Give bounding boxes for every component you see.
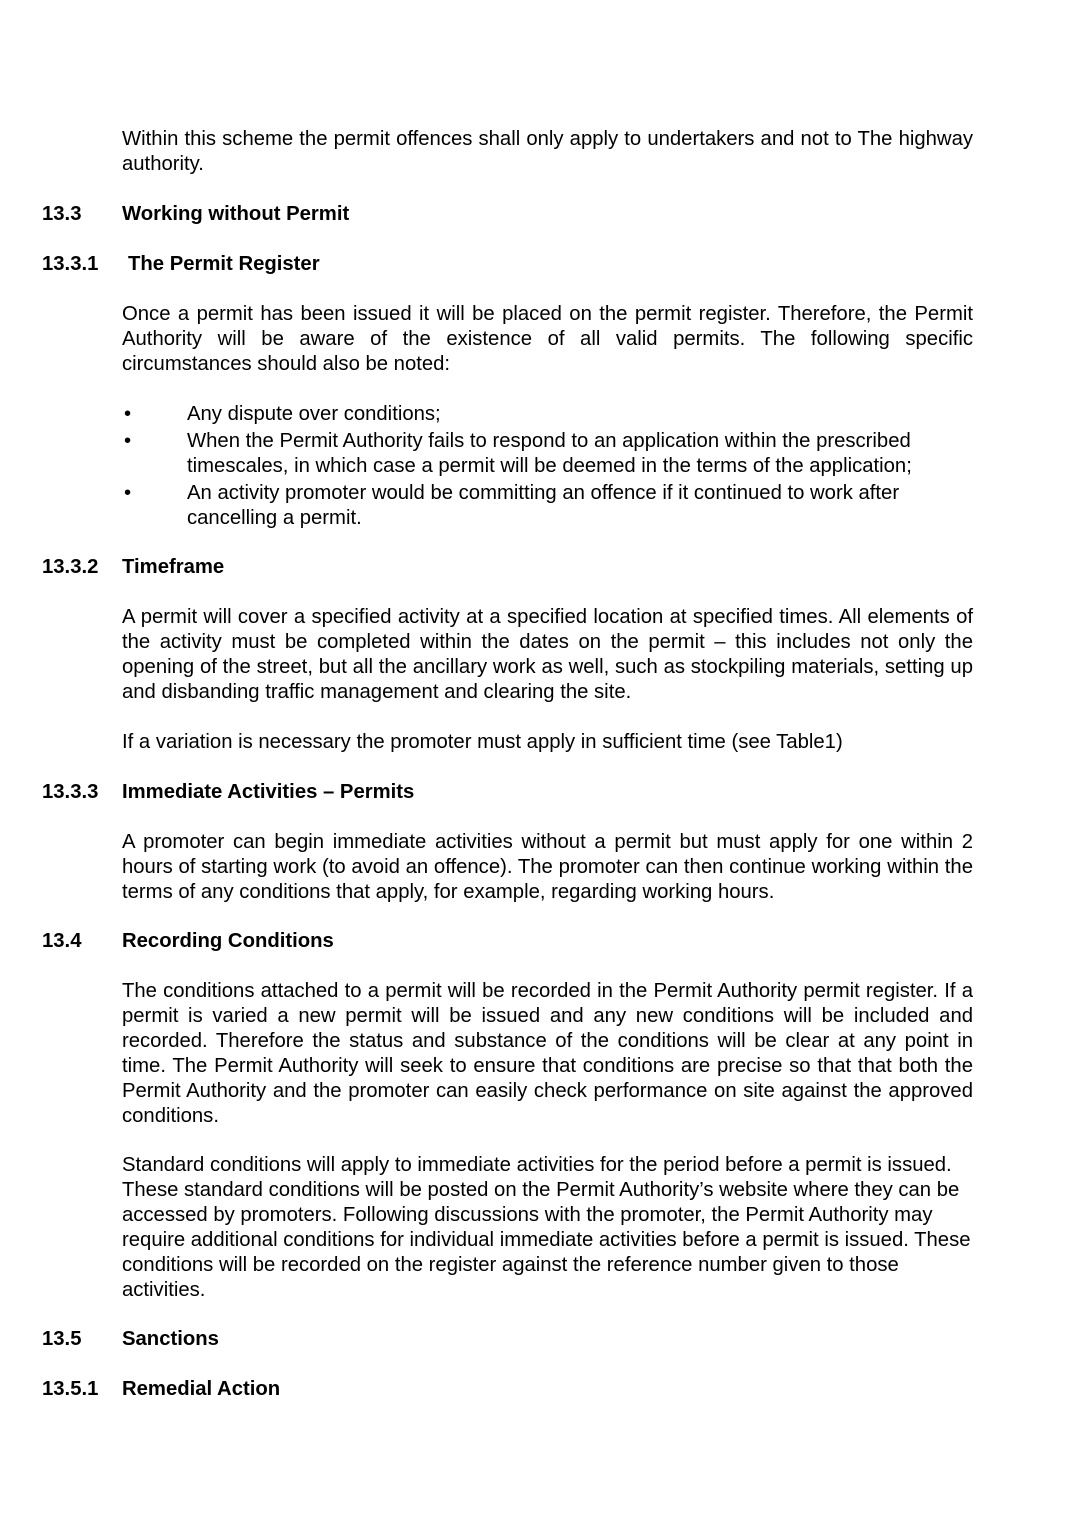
- heading-13-4: [42, 929, 334, 954]
- list-item: [122, 402, 973, 427]
- section-title: Immediate Activities – Permits: [122, 781, 415, 803]
- bullet-icon: •: [124, 403, 132, 425]
- section-number: 13.3.3: [42, 781, 99, 803]
- section-number: 13.3.1: [42, 253, 99, 275]
- heading-13-3-1: [42, 252, 320, 277]
- section-title: The Permit Register: [128, 253, 320, 275]
- permit-register-bullet-list: [122, 402, 973, 533]
- section-title: Recording Conditions: [122, 930, 334, 952]
- intro-paragraph: Within this scheme the permit offences shall only apply to undertakers and not to The highway authority.: [122, 128, 973, 175]
- bullet-icon: •: [124, 430, 132, 452]
- recording-conditions-paragraph: The conditions attached to a permit will be recorded in the Permit Authority permit register. If a permit is varied a new permit will be issued and any new conditions will be included and recorded. Therefore the status and substance of the conditions will be clear at any point in time. The Permit Authority will seek to ensure that conditions are precise so that that both the Permit Authority and the promoter can easily check performance on site against the approved conditions.: [122, 980, 973, 1127]
- standard-conditions-paragraph: Standard conditions will apply to immediate activities for the period before a permit is issued. These standard conditions will be posted on the Permit Authority’s website where they can be accessed by promoters. Following discussions with the promoter, the Permit Authority may require additional conditions for individual immediate activities before a permit is issued. These conditions will be recorded on the register against the reference number given to those activities.: [122, 1154, 971, 1301]
- section-title: Timeframe: [122, 556, 225, 578]
- heading-13-5-1: [42, 1377, 280, 1402]
- list-item: [122, 429, 973, 479]
- list-item-text: An activity promoter would be committing an offence if it continued to work after cancelling a permit.: [187, 482, 900, 529]
- permit-register-paragraph: Once a permit has been issued it will be placed on the permit register. Therefore, the Permit Authority will be aware of the existence of all valid permits. The following specific circumstances should also be noted:: [122, 303, 973, 375]
- immediate-activities-paragraph: A promoter can begin immediate activities without a permit but must apply for one within 2 hours of starting work (to avoid an offence). The promoter can then continue working within the terms of any conditions that apply, for example, regarding working hours.: [122, 831, 973, 903]
- heading-13-3: [42, 202, 349, 227]
- section-title: Sanctions: [122, 1328, 219, 1350]
- heading-13-3-3: [42, 780, 414, 805]
- heading-13-3-2: [42, 555, 224, 580]
- section-title: Remedial Action: [122, 1378, 281, 1400]
- section-number: 13.4: [42, 930, 82, 952]
- list-item-text: When the Permit Authority fails to respond to an application within the prescribed timescales, in which case a permit will be deemed in the terms of the application;: [187, 430, 912, 477]
- section-number: 13.5: [42, 1328, 82, 1350]
- timeframe-paragraph: A permit will cover a specified activity at a specified location at specified times. All elements of the activity must be completed within the dates on the permit – this includes not only the opening of the street, but all the ancillary work as well, such as stockpiling materials, setting up and disbanding traffic management and clearing the site.: [122, 606, 973, 703]
- variation-paragraph: If a variation is necessary the promoter must apply in sufficient time (see Table1): [122, 731, 843, 753]
- list-item-text: Any dispute over conditions;: [187, 403, 441, 425]
- section-number: 13.5.1: [42, 1378, 99, 1400]
- section-number: 13.3: [42, 203, 82, 225]
- list-item: [122, 481, 973, 531]
- heading-13-5: [42, 1327, 219, 1352]
- section-number: 13.3.2: [42, 556, 99, 578]
- bullet-icon: •: [124, 482, 132, 504]
- section-title: Working without Permit: [122, 203, 350, 225]
